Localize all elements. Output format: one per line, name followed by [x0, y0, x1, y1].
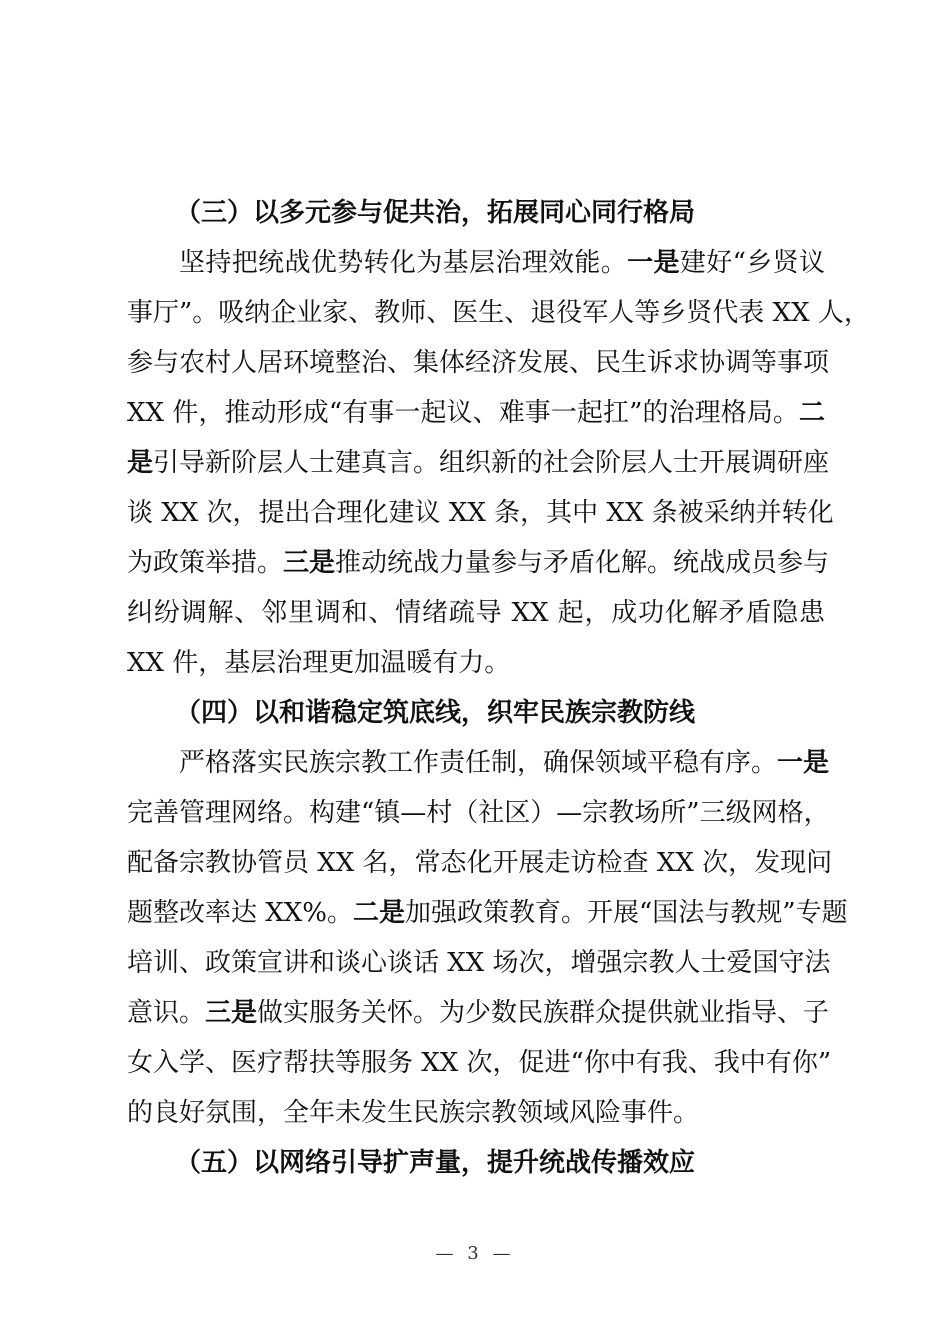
text-run: 题整改率达 XX%。 — [127, 898, 353, 928]
bold-text: 三是 — [205, 998, 258, 1028]
text-run: 培训、政策宣讲和谈心谈话 XX 场次，增强宗教人士爱国守法 — [127, 948, 831, 978]
text-run: 做实服务关怀。为少数民族群众提供就业指导、子 — [257, 998, 830, 1028]
bold-text: 二 — [798, 398, 825, 428]
page-number: — 3 — — [435, 1243, 515, 1264]
paragraph-line — [127, 988, 830, 1038]
text-run: 推动统战力量参与矛盾化解。统战成员参与 — [335, 548, 830, 578]
text-run: XX 件，基层治理更加温暖有力。 — [127, 648, 511, 678]
text-run: 坚持把统战优势转化为基层治理效能。 — [179, 248, 628, 278]
paragraph-line — [127, 238, 825, 288]
text-run: 加强政策教育。开展“国法与教规”专题 — [405, 898, 848, 928]
bold-text: （五）以网络引导扩声量，提升统战传播效应 — [175, 1148, 696, 1178]
text-run: 纠纷调解、邻里调和、情绪疏导 XX 起，成功化解矛盾隐患 — [127, 598, 825, 628]
bold-text: 二是 — [353, 898, 406, 928]
paragraph-line — [127, 388, 825, 438]
bold-text: 三是 — [283, 548, 336, 578]
bold-text: （四）以和谐稳定筑底线，织牢民族宗教防线 — [175, 698, 696, 728]
text-run: 意识。 — [127, 998, 206, 1028]
text-run: XX 件，推动形成“有事一起议、难事一起扛”的治理格局。 — [127, 398, 799, 428]
paragraph-line — [127, 888, 848, 938]
paragraph-line — [127, 338, 830, 388]
text-run: 严格落实民族宗教工作责任制，确保领域平稳有序。 — [179, 748, 778, 778]
paragraph-line — [127, 538, 830, 588]
text-run: 女入学、医疗帮扶等服务 XX 次，促进“你中有我、我中有你” — [127, 1048, 832, 1078]
paragraph-line — [127, 288, 870, 338]
bold-text: （三）以多元参与促共治，拓展同心同行格局 — [175, 198, 696, 228]
paragraph-line — [127, 938, 831, 988]
paragraph-line — [127, 838, 833, 888]
text-run: 建好“乡贤议 — [679, 248, 825, 278]
text-run: 谈 XX 次，提出合理化建议 XX 条，其中 XX 条被采纳并转化 — [127, 498, 834, 528]
text-run: 完善管理网络。构建“镇—村（社区）—宗教场所”三级网格， — [127, 798, 830, 828]
paragraph-line — [127, 1088, 825, 1138]
bold-text: 一是 — [777, 748, 830, 778]
paragraph-line — [127, 638, 825, 688]
section-heading — [127, 1138, 825, 1188]
section-heading — [127, 188, 825, 238]
text-run: 引导新阶层人士建真言。组织新的社会阶层人士开展调研座 — [153, 448, 830, 478]
text-run: 为政策举措。 — [127, 548, 284, 578]
text-run: 参与农村人居环境整治、集体经济发展、民生诉求协调等事项 — [127, 348, 830, 378]
text-run: 事厅”。吸纳企业家、教师、医生、退役军人等乡贤代表 XX 人， — [127, 298, 870, 328]
section-heading — [127, 688, 825, 738]
bold-text: 一是 — [627, 248, 680, 278]
paragraph-line — [127, 438, 830, 488]
paragraph-line — [127, 588, 825, 638]
text-run: 配备宗教协管员 XX 名，常态化开展走访检查 XX 次，发现问 — [127, 848, 833, 878]
text-run: 的良好氛围，全年未发生民族宗教领域风险事件。 — [127, 1098, 700, 1128]
paragraph-line — [127, 488, 834, 538]
bold-text: 是 — [127, 448, 154, 478]
paragraph-line — [127, 788, 830, 838]
paragraph-line — [127, 1038, 832, 1088]
paragraph-line — [127, 738, 830, 788]
